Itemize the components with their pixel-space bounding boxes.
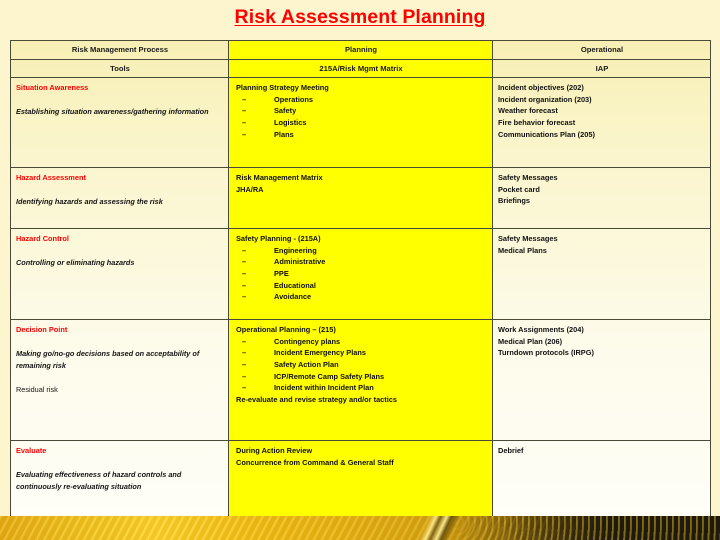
planning-heading: Risk Management Matrix [236,173,323,183]
list-item-label: Plans [274,129,294,139]
process-title: Situation Awareness [16,83,89,93]
table-header-row-2 [11,59,711,78]
list-item [234,129,488,141]
list-item [234,117,488,129]
process-title: Decision Point [16,325,68,335]
operational-line: Fire behavior forecast [498,117,576,127]
list-item-label: Incident Emergency Plans [274,348,367,358]
operational-line: Medical Plans [498,245,547,255]
table-row [11,229,711,320]
dash-icon: – [242,117,247,127]
planning-heading: Operational Planning – (215) [236,325,336,335]
planning-item-list [234,94,488,140]
process-cell-situation-awareness [11,78,229,168]
header-planning: Planning [229,41,493,60]
list-item-label: ICP/Remote Camp Safety Plans [274,371,385,381]
list-item [234,371,488,383]
dash-icon: – [242,106,247,116]
list-item [234,245,488,257]
dash-icon: – [242,371,247,381]
band-light-streak [400,516,480,540]
operational-cell-decision-point [493,320,711,441]
process-description: Identifying hazards and assessing the risk [16,197,163,207]
list-item-label: Contingency plans [274,336,341,346]
list-item [234,256,488,268]
process-title: Hazard Control [16,234,69,244]
process-extra: Residual risk [16,385,58,395]
operational-line: Safety Messages [498,234,558,244]
list-item [234,105,488,117]
dash-icon: – [242,348,247,358]
operational-cell-situation-awareness [493,78,711,168]
dash-icon: – [242,94,247,104]
list-item-label: Administrative [274,257,326,267]
planning-heading: Planning Strategy Meeting [236,83,329,93]
list-item-label: Educational [274,280,316,290]
risk-assessment-table [10,40,711,525]
operational-line: Pocket card [498,184,540,194]
operational-line: Incident organization (203) [498,94,592,104]
process-description: Making go/no-go decisions based on acceptability of remaining risk [16,349,200,370]
operational-cell-evaluate [493,441,711,525]
process-description: Evaluating effectiveness of hazard controls and continuously re-evaluating situation [16,470,182,491]
band-dark-texture [450,516,720,540]
operational-line: Turndown protocols (IRPG) [498,348,594,358]
list-item [234,280,488,292]
table-row [11,320,711,441]
list-item-label: Incident within Incident Plan [274,383,374,393]
footer-decorative-band [0,516,720,540]
planning-heading: During Action Review [236,446,313,456]
list-item-label: Safety Action Plan [274,359,339,369]
list-item-label: Avoidance [274,292,312,302]
planning-heading: Safety Planning - (215A) [236,234,321,244]
dash-icon: – [242,280,247,290]
list-item [234,94,488,106]
table-header-row-1 [11,41,711,60]
dash-icon: – [242,268,247,278]
list-item-label: PPE [274,268,289,278]
process-title: Hazard Assessment [16,173,86,183]
operational-line: Weather forecast [498,106,558,116]
operational-cell-hazard-control [493,229,711,320]
dash-icon: – [242,336,247,346]
table-row [11,168,711,229]
planning-cell-hazard-control [229,229,493,320]
page-title-container [0,6,720,28]
list-item [234,347,488,359]
header-operational: Operational [493,41,711,60]
list-item [234,336,488,348]
dash-icon: – [242,292,247,302]
planning-footer: Re-evaluate and revise strategy and/or tactics [236,394,398,404]
planning-item-list [234,336,488,394]
header-tools-operational: IAP [493,59,711,78]
operational-line: Communications Plan (205) [498,129,595,139]
planning-subheading: Concurrence from Command & General Staff [236,457,394,467]
operational-line: Medical Plan (206) [498,336,563,346]
process-cell-evaluate [11,441,229,525]
page-title: Risk Assessment Planning [234,6,486,28]
list-item-label: Engineering [274,245,317,255]
planning-cell-situation-awareness [229,78,493,168]
process-cell-hazard-assessment [11,168,229,229]
operational-line: Safety Messages [498,173,558,183]
planning-cell-evaluate [229,441,493,525]
header-tools: Tools [11,59,229,78]
dash-icon: – [242,383,247,393]
header-tools-planning: 215A/Risk Mgmt Matrix [229,59,493,78]
dash-icon: – [242,257,247,267]
process-title: Evaluate [16,446,47,456]
process-cell-hazard-control [11,229,229,320]
header-risk-management-process: Risk Management Process [11,41,229,60]
operational-line: Debrief [498,446,524,456]
dash-icon: – [242,245,247,255]
operational-line: Incident objectives (202) [498,83,584,93]
list-item-label: Safety [274,106,297,116]
planning-cell-decision-point [229,320,493,441]
table-row [11,441,711,525]
process-cell-decision-point [11,320,229,441]
planning-item-list [234,245,488,303]
process-description: Establishing situation awareness/gathering information [16,107,209,117]
operational-line: Work Assignments (204) [498,325,584,335]
planning-subheading: JHA/RA [236,184,264,194]
operational-line: Briefings [498,196,531,206]
operational-cell-hazard-assessment [493,168,711,229]
dash-icon: – [242,359,247,369]
list-item [234,382,488,394]
list-item [234,291,488,303]
planning-cell-hazard-assessment [229,168,493,229]
list-item-label: Logistics [274,117,307,127]
dash-icon: – [242,129,247,139]
list-item [234,359,488,371]
table-row [11,78,711,168]
list-item-label: Operations [274,94,314,104]
list-item [234,268,488,280]
process-description: Controlling or eliminating hazards [16,258,135,268]
